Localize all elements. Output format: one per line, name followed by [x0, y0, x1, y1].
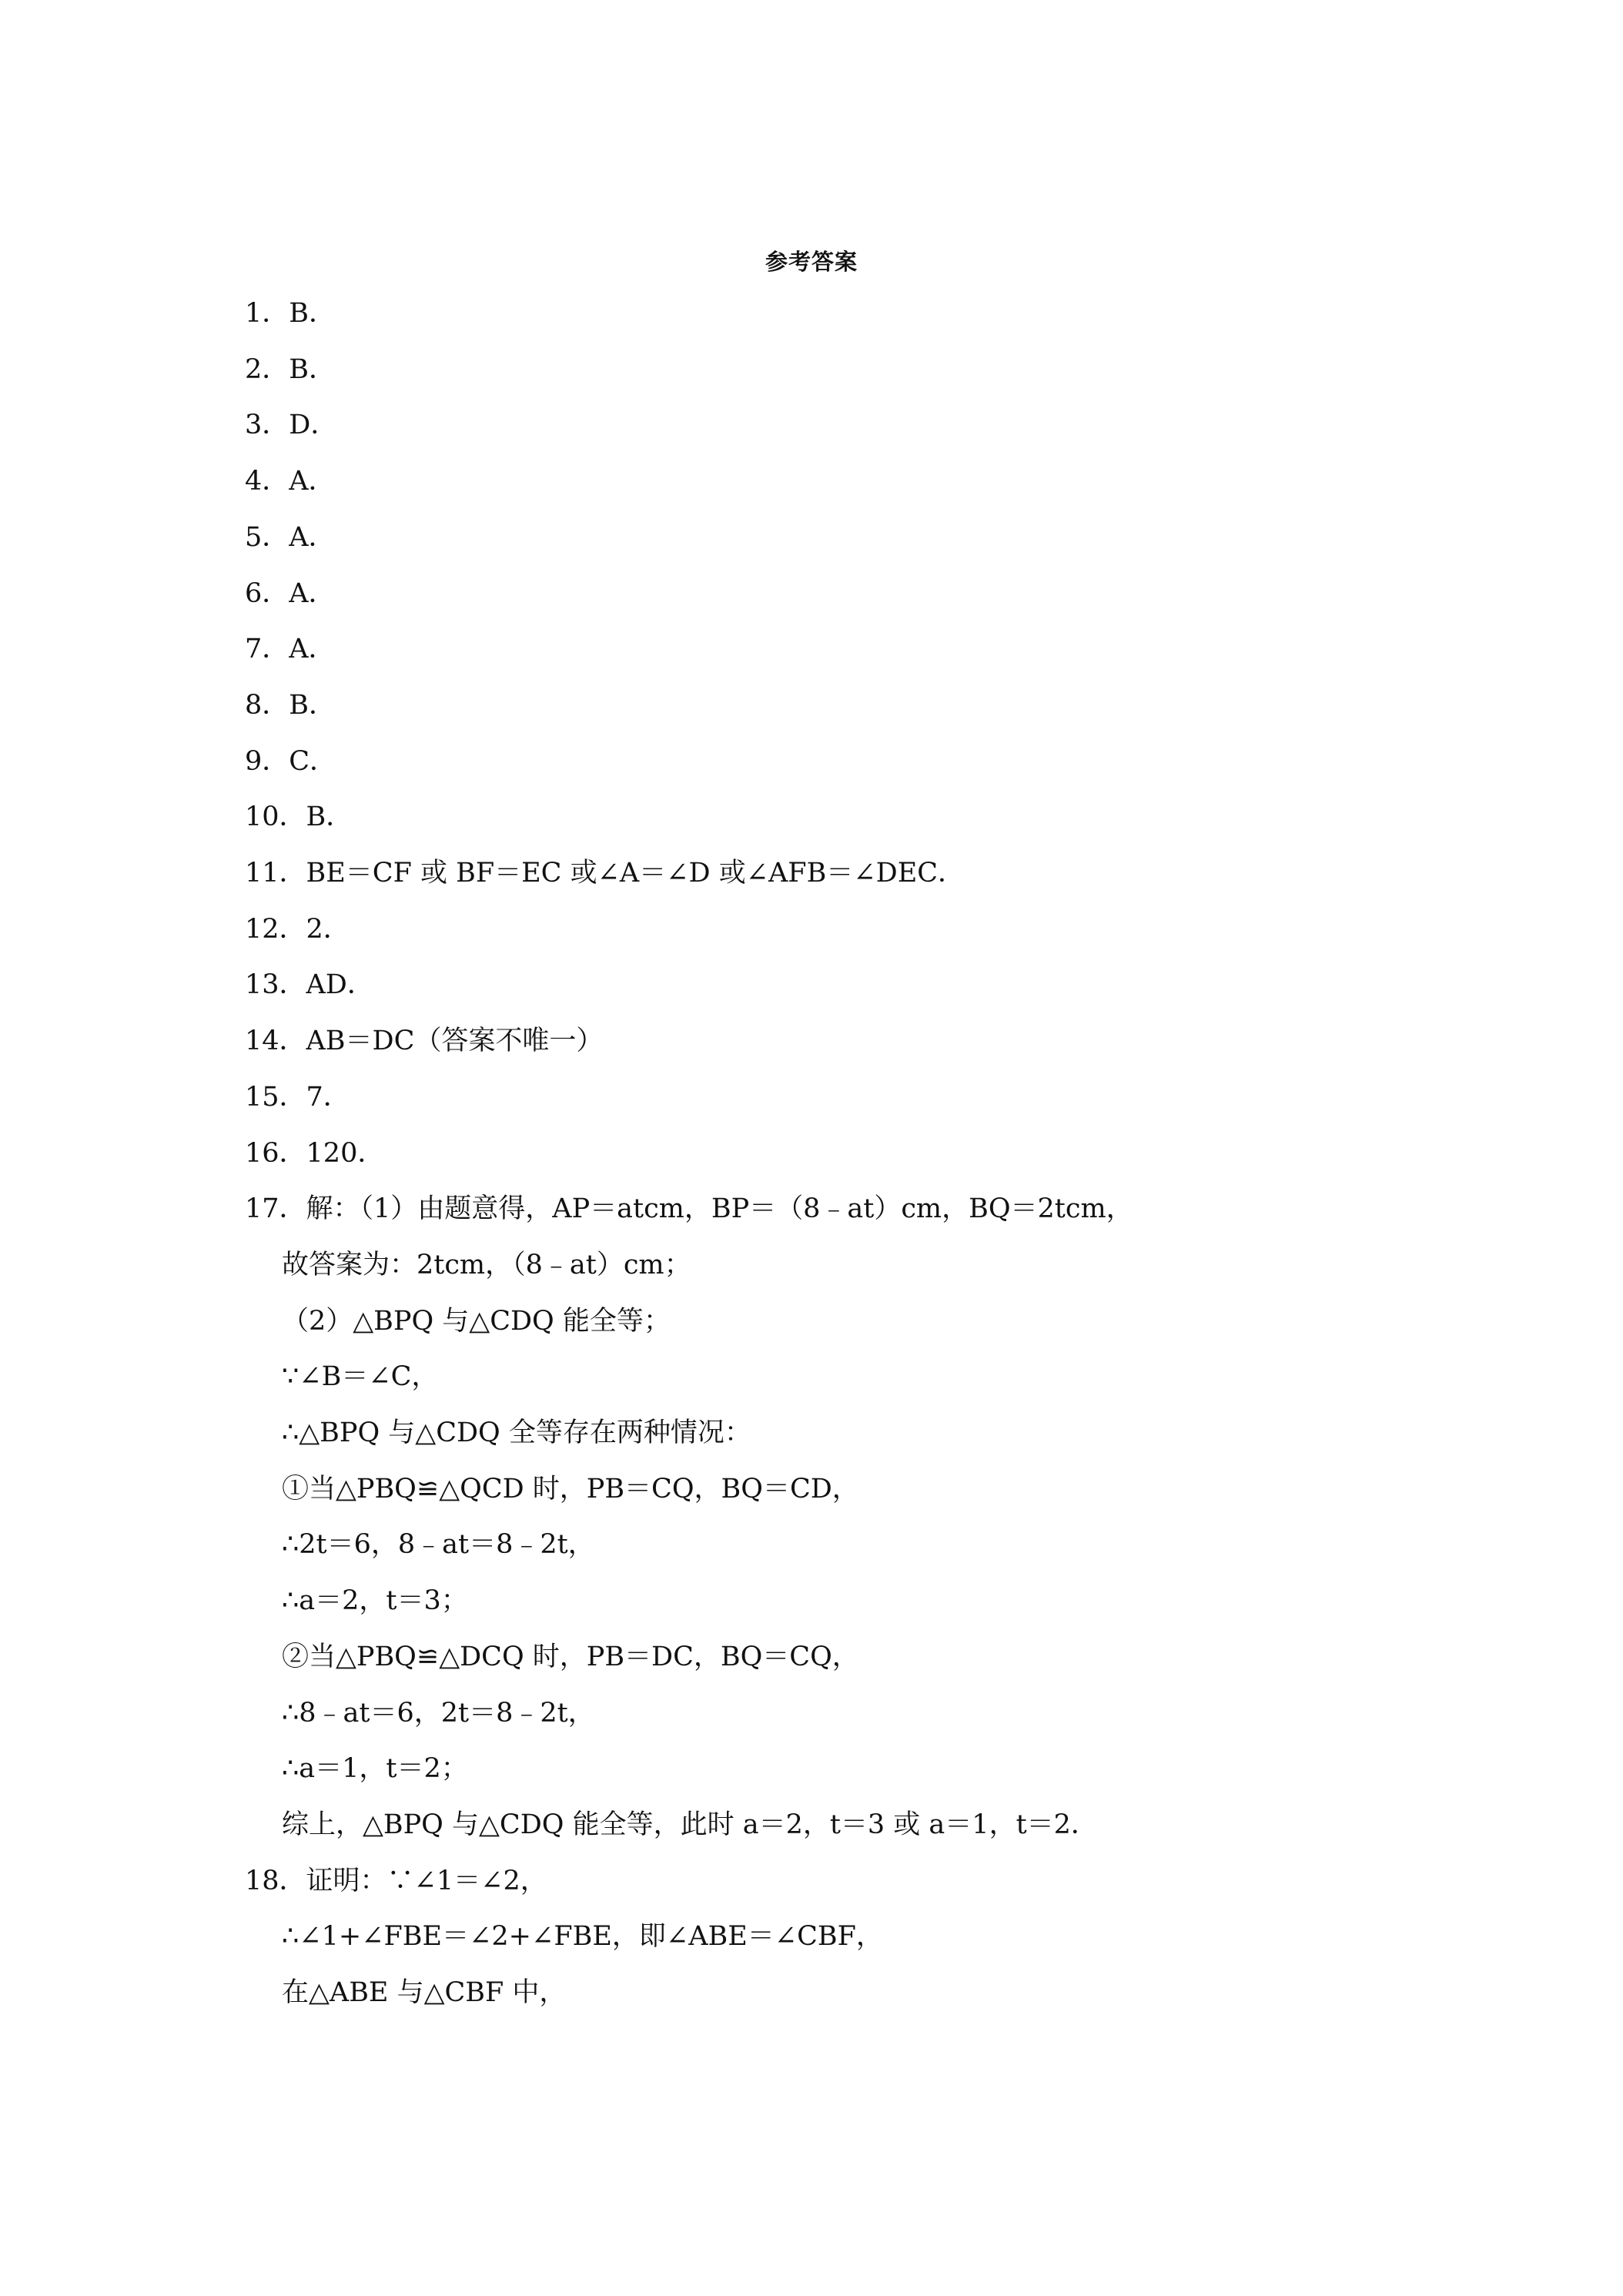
answer-line: ∴∠1+∠FBE＝∠2+∠FBE，即∠ABE＝∠CBF，: [282, 1921, 883, 1952]
answer-line: 8．B．: [245, 690, 336, 721]
answer-line: ∴2t＝6，8﹣at＝8﹣2t，: [282, 1529, 595, 1560]
answer-line: （2）△BPQ 与△CDQ 能全等；: [282, 1306, 671, 1337]
answer-line: ∴a＝1，t＝2；: [282, 1753, 468, 1784]
answer-line: 16．120．: [245, 1138, 385, 1169]
answer-line: 5．A．: [245, 522, 336, 553]
answer-line: 2．B．: [245, 354, 336, 385]
answer-line: ②当△PBQ≌△DCQ 时，PB＝DC，BQ＝CQ，: [282, 1642, 859, 1672]
answer-line: 1．B．: [245, 298, 336, 329]
answer-line: 18．证明：∵∠1＝∠2，: [245, 1866, 547, 1896]
answer-line: 3．D．: [245, 410, 338, 440]
answer-line: 17．解：（1）由题意得，AP＝atcm，BP＝（8﹣at）cm，BQ＝2tcm，: [245, 1193, 1133, 1224]
answer-line: 4．A．: [245, 466, 336, 497]
answer-line: 12．2．: [245, 914, 350, 945]
answer-line: ∴8﹣at＝6，2t＝8﹣2t，: [282, 1698, 595, 1729]
answer-line: 10．B．: [245, 802, 353, 832]
answer-line: 7．A．: [245, 634, 336, 664]
answer-line: 故答案为：2tcm，（8﹣at）cm；: [282, 1250, 691, 1280]
answer-line: 9．C．: [245, 746, 337, 777]
answer-line: ∴a＝2，t＝3；: [282, 1585, 468, 1616]
answer-line: 15．7．: [245, 1082, 350, 1113]
page-title: 参考答案: [765, 249, 858, 275]
answer-line: 在△ABE 与△CBF 中，: [282, 1977, 567, 2008]
answer-line: 综上，△BPQ 与△CDQ 能全等，此时 a＝2，t＝3 或 a＝1，t＝2．: [282, 1809, 1098, 1840]
answer-line: ∵∠B＝∠C，: [282, 1361, 439, 1392]
answer-line: 14．AB＝DC（答案不唯一）: [245, 1026, 604, 1056]
answer-line: 6．A．: [245, 578, 336, 609]
answer-line: 11．BE＝CF 或 BF＝EC 或∠A＝∠D 或∠AFB＝∠DEC．: [245, 858, 965, 889]
answer-line: ①当△PBQ≌△QCD 时，PB＝CQ，BQ＝CD，: [282, 1474, 859, 1504]
answer-line: ∴△BPQ 与△CDQ 全等存在两种情况：: [282, 1417, 751, 1448]
answer-line: 13．AD．: [245, 969, 374, 1000]
